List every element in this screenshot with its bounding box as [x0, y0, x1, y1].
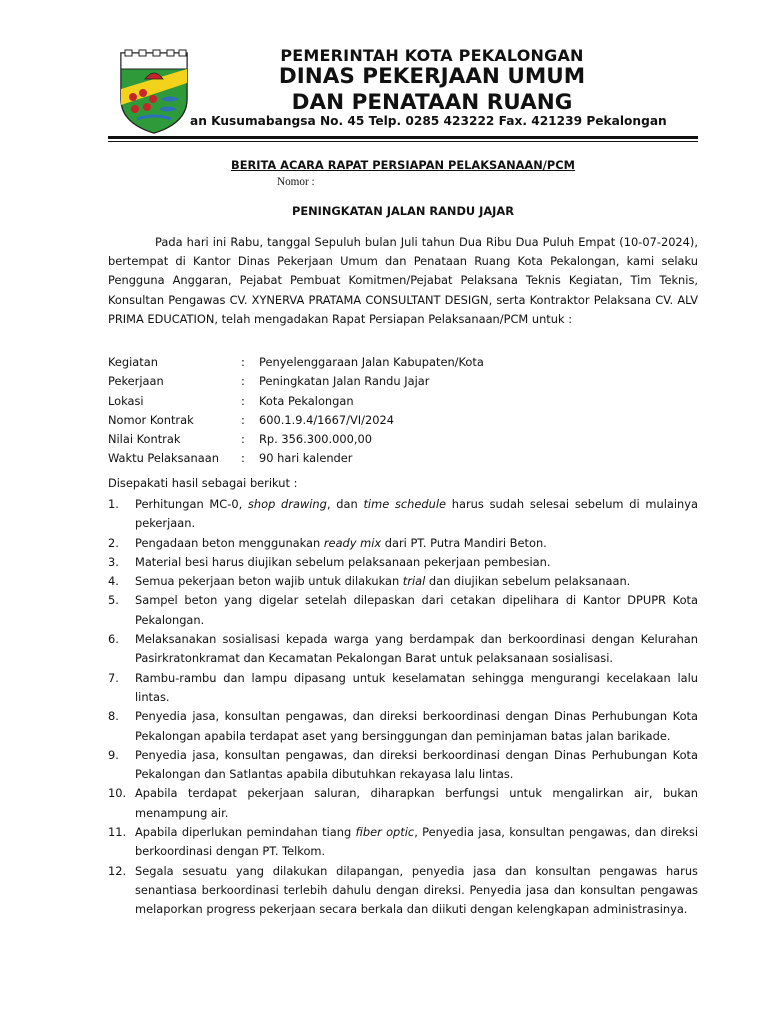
list-item-number: 1.	[108, 497, 119, 511]
italic-term: time schedule	[363, 497, 447, 511]
letterhead-agency-line2: DAN PENATAAN RUANG	[291, 90, 573, 115]
list-item-number: 10.	[108, 786, 127, 801]
list-item-text	[135, 630, 698, 669]
detail-row	[108, 411, 484, 430]
text-segment: harus sudah selesai sebelum di mulainya pekerjaan.	[135, 497, 698, 531]
detail-colon: :	[241, 451, 245, 466]
list-item-text	[135, 495, 698, 534]
list-item	[108, 630, 698, 669]
text-segment: dari PT. Putra Mandiri Beton.	[381, 535, 547, 550]
list-item-text	[135, 572, 698, 591]
list-item-number: 12.	[108, 863, 127, 878]
detail-label: Nomor Kontrak	[108, 412, 194, 427]
detail-value: 90 hari kalender	[259, 451, 353, 466]
document-number-label: Nomor :	[277, 176, 315, 188]
list-item	[108, 495, 698, 534]
detail-colon: :	[241, 393, 245, 408]
pekalongan-coat-of-arms-icon	[117, 49, 191, 135]
list-item	[108, 534, 698, 553]
list-item	[108, 572, 698, 591]
detail-row	[108, 372, 484, 391]
italic-term: ready mix	[323, 535, 382, 550]
text-segment: Apabila diperlukan pemindahan tiang	[135, 825, 356, 840]
list-item-number: 9.	[108, 747, 119, 762]
detail-label: Kegiatan	[108, 355, 158, 369]
list-item-number: 4.	[108, 574, 119, 589]
text-segment: Melaksanakan sosialisasi kepada warga yang berdampak dan berkoordinasi dengan Kelurahan Pasirkratonkramat dan Kecamatan Pekalongan Barat untuk pelaksanaan sosialisasi.	[135, 632, 698, 666]
detail-label: Nilai Kontrak	[108, 432, 181, 447]
italic-term: fiber optic	[355, 825, 415, 840]
document-subject: PENINGKATAN JALAN RANDU JAJAR	[291, 204, 515, 218]
text-segment: , Penyedia jasa, konsultan pengawas, dan direksi berkoordinasi dengan PT. Telkom.	[135, 825, 699, 859]
list-item-text	[135, 746, 698, 785]
agreement-intro: Disepakati hasil sebagai berikut :	[108, 476, 298, 490]
text-segment: Pengadaan beton menggunakan	[135, 535, 324, 550]
detail-value: Peningkatan Jalan Randu Jajar	[259, 374, 430, 389]
detail-colon: :	[241, 432, 245, 447]
italic-term: trial	[402, 574, 426, 589]
letterhead-rule-thick	[108, 136, 698, 139]
detail-colon: :	[241, 374, 245, 389]
list-item-text	[135, 823, 698, 862]
detail-row	[108, 392, 484, 411]
list-item-text	[135, 784, 698, 823]
detail-colon: :	[241, 355, 245, 369]
letterhead-rule-thin	[108, 141, 698, 142]
list-item-text	[135, 669, 698, 708]
list-item	[108, 823, 698, 862]
contract-details	[108, 353, 484, 469]
detail-colon: :	[241, 412, 245, 427]
letterhead-agency-line1: DINAS PEKERJAAN UMUM	[278, 64, 586, 89]
detail-row	[108, 353, 484, 372]
text-segment: Material besi harus diujikan sebelum pelaksanaan pekerjaan pembesian.	[135, 554, 551, 569]
list-item	[108, 669, 698, 708]
list-item-text	[135, 591, 698, 630]
text-segment: dan diujikan sebelum pelaksanaan.	[425, 574, 631, 589]
text-segment: Sampel beton yang digelar setelah dilepaskan dari cetakan dipelihara di Kantor DPUPR Kota Pekalongan.	[135, 593, 698, 627]
list-item-text	[135, 862, 698, 920]
detail-value: Rp. 356.300.000,00	[259, 432, 372, 447]
detail-value: 600.1.9.4/1667/VI/2024	[259, 412, 394, 427]
text-segment: Rambu-rambu dan lampu dipasang untuk keselamatan sehingga mengurangi kecelakaan lalu lintas.	[135, 670, 698, 704]
opening-paragraph: Pada hari ini Rabu, tanggal Sepuluh bulan Juli tahun Dua Ribu Dua Puluh Empat (10-07-2024), bertempat di Kantor Dinas Pekerjaan Umum dan Penataan Ruang Kota Pekalongan, kami selaku Pengguna Anggaran, Pejabat Pembuat Komitmen/Pejabat Pelaksana Teknis Kegiatan, Tim Teknis, Konsultan Pengawas CV. XYNERVA PRATAMA CONSULTANT DESIGN, serta Kontraktor Pelaksana CV. ALV PRIMA EDUCATION, telah mengadakan Rapat Persiapan Pelaksanaan/PCM untuk :	[108, 235, 698, 326]
detail-label: Lokasi	[108, 393, 144, 408]
text-segment: Perhitungan MC-0,	[135, 497, 248, 511]
detail-value: Penyelenggaraan Jalan Kabupaten/Kota	[259, 355, 484, 369]
list-item-number: 2.	[108, 535, 119, 550]
letterhead-address: an Kusumabangsa No. 45 Telp. 0285 423222 Fax. 421239 Pekalongan	[190, 114, 667, 128]
list-item-text	[135, 534, 698, 553]
italic-term: shop drawing	[247, 497, 327, 511]
text-segment: Semua pekerjaan beton wajib untuk dilakukan	[135, 574, 403, 589]
text-segment: , dan	[326, 497, 364, 511]
text-segment: Penyedia jasa, konsultan pengawas, dan direksi berkoordinasi dengan Dinas Perhubungan Kota Pekalongan apabila terdapat aset yang bersinggungan dan peminjaman batas jalan barikade.	[135, 709, 698, 743]
detail-row	[108, 430, 484, 449]
agreement-list	[108, 495, 698, 920]
list-item-number: 7.	[108, 670, 119, 685]
list-item	[108, 591, 698, 630]
list-item-number: 5.	[108, 593, 119, 608]
list-item-text	[135, 553, 698, 572]
list-item-number: 6.	[108, 632, 119, 647]
detail-label: Pekerjaan	[108, 374, 164, 389]
detail-label: Waktu Pelaksanaan	[108, 451, 219, 466]
detail-row	[108, 449, 484, 468]
document-title: BERITA ACARA RAPAT PERSIAPAN PELAKSANAAN/PCM	[231, 158, 575, 172]
list-item-text	[135, 707, 698, 746]
text-segment: Penyedia jasa, konsultan pengawas, dan direksi berkoordinasi dengan Dinas Perhubungan Kota Pekalongan dan Satlantas apabila dibutuhkan rekayasa lalu lintas.	[135, 747, 698, 782]
list-item-number: 8.	[108, 709, 119, 724]
list-item-number: 3.	[108, 554, 119, 569]
letterhead-government: PEMERINTAH KOTA PEKALONGAN	[280, 46, 584, 65]
list-item	[108, 746, 698, 785]
list-item-number: 11.	[108, 825, 127, 840]
list-item	[108, 862, 698, 920]
list-item	[108, 707, 698, 746]
text-segment: Segala sesuatu yang dilakukan dilapangan, penyedia jasa dan konsultan pengawas harus senantiasa berkoordinasi terlebih dahulu dengan direksi. Penyedia jasa dan konsultan pengawas melaporkan progress pekerjaan secara berkala dan diikuti dengan kelengkapan administrasinya.	[135, 863, 698, 917]
list-item	[108, 784, 698, 823]
detail-value: Kota Pekalongan	[259, 393, 354, 408]
list-item	[108, 553, 698, 572]
text-segment: Apabila terdapat pekerjaan saluran, diharapkan berfungsi untuk mengalirkan air, bukan menampung air.	[135, 786, 698, 820]
